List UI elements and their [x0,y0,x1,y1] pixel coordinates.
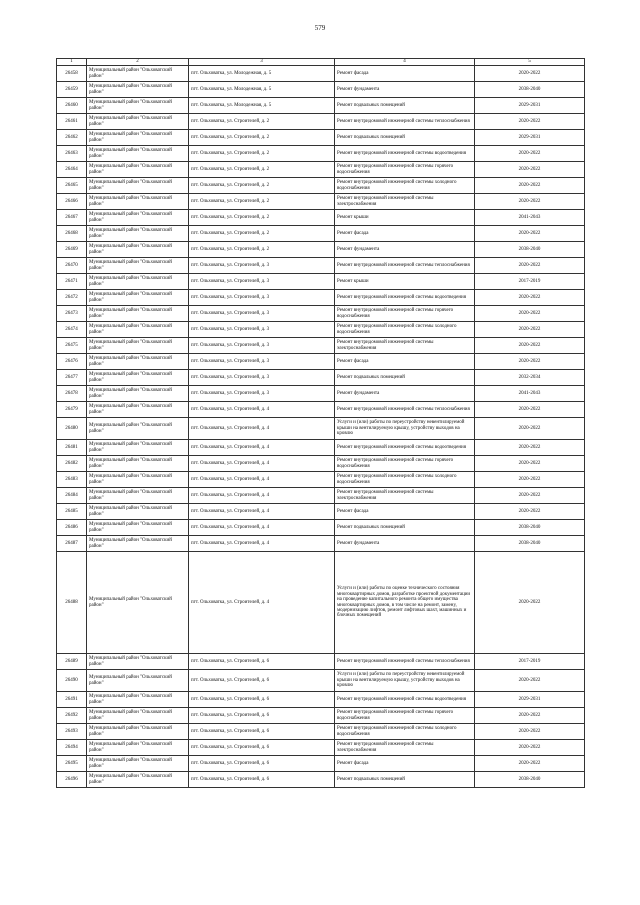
row-period: 2020-2022 [475,114,585,130]
table-row [57,386,585,402]
row-id: 26485 [57,504,87,520]
row-period: 2038-2040 [475,520,585,536]
row-address: пгт. Ольховатка, ул. Строителей, д. 4 [189,456,335,472]
row-district: Муниципальный район "Ольховатский район" [87,114,189,130]
row-address: пгт. Ольховатка, ул. Строителей, д. 6 [189,772,335,788]
row-address: пгт. Ольховатка, ул. Строителей, д. 4 [189,536,335,552]
row-work-type: Ремонт подвальных помещений [335,370,475,386]
row-id: 26475 [57,338,87,354]
row-work-type: Ремонт внутридомовой инженерной системы водоотведения [335,146,475,162]
row-work-type: Ремонт фасада [335,66,475,82]
row-id: 26494 [57,740,87,756]
table-row [57,402,585,418]
table-row [57,242,585,258]
row-id: 26477 [57,370,87,386]
table-row [57,670,585,692]
table-row [57,178,585,194]
table-row [57,226,585,242]
table-row [57,536,585,552]
row-district: Муниципальный район "Ольховатский район" [87,692,189,708]
table-row [57,210,585,226]
row-work-type: Ремонт внутридомовой инженерной системы водоотведения [335,692,475,708]
table-row [57,114,585,130]
row-period: 2020-2022 [475,338,585,354]
row-id: 26492 [57,708,87,724]
row-district: Муниципальный район "Ольховатский район" [87,130,189,146]
row-id: 26473 [57,306,87,322]
row-period: 2020-2022 [475,418,585,440]
row-address: пгт. Ольховатка, ул. Строителей, д. 2 [189,162,335,178]
row-address: пгт. Ольховатка, ул. Строителей, д. 3 [189,322,335,338]
row-address: пгт. Ольховатка, ул. Строителей, д. 2 [189,178,335,194]
row-address: пгт. Ольховатка, ул. Строителей, д. 4 [189,488,335,504]
row-work-type: Ремонт внутридомовой инженерной системы холодного водоснабжения [335,724,475,740]
table-row [57,370,585,386]
row-work-type: Ремонт внутридомовой инженерной системы электроснабжения [335,194,475,210]
row-id: 26474 [57,322,87,338]
row-period: 2029-2031 [475,692,585,708]
row-address: пгт. Ольховатка, ул. Строителей, д. 6 [189,670,335,692]
row-id: 26495 [57,756,87,772]
row-district: Муниципальный район "Ольховатский район" [87,162,189,178]
table-row [57,488,585,504]
row-district: Муниципальный район "Ольховатский район" [87,226,189,242]
row-period: 2041-2043 [475,386,585,402]
row-period: 2020-2022 [475,402,585,418]
row-district: Муниципальный район "Ольховатский район" [87,338,189,354]
row-district: Муниципальный район "Ольховатский район" [87,772,189,788]
row-district: Муниципальный район "Ольховатский район" [87,274,189,290]
row-id: 26463 [57,146,87,162]
row-address: пгт. Ольховатка, ул. Строителей, д. 2 [189,242,335,258]
row-work-type: Ремонт внутридомовой инженерной системы электроснабжения [335,338,475,354]
table-row [57,162,585,178]
row-district: Муниципальный район "Ольховатский район" [87,536,189,552]
row-district: Муниципальный район "Ольховатский район" [87,194,189,210]
row-work-type: Ремонт крыши [335,274,475,290]
row-id: 26486 [57,520,87,536]
row-id: 26472 [57,290,87,306]
table-row [57,724,585,740]
row-address: пгт. Ольховатка, ул. Строителей, д. 2 [189,114,335,130]
row-district: Муниципальный район "Ольховатский район" [87,210,189,226]
row-work-type: Ремонт фасада [335,354,475,370]
table-row [57,338,585,354]
table-row [57,82,585,98]
row-district: Муниципальный район "Ольховатский район" [87,670,189,692]
row-id: 26482 [57,456,87,472]
row-period: 2029-2031 [475,130,585,146]
row-district: Муниципальный район "Ольховатский район" [87,354,189,370]
table-row [57,98,585,114]
row-district: Муниципальный район "Ольховатский район" [87,472,189,488]
row-address: пгт. Ольховатка, ул. Строителей, д. 4 [189,440,335,456]
table-row [57,654,585,670]
row-work-type: Ремонт фасада [335,756,475,772]
row-id: 26467 [57,210,87,226]
row-address: пгт. Ольховатка, ул. Строителей, д. 4 [189,520,335,536]
row-period: 2020-2022 [475,670,585,692]
row-work-type: Ремонт фасада [335,226,475,242]
row-address: пгт. Ольховатка, ул. Строителей, д. 3 [189,338,335,354]
row-address: пгт. Ольховатка, ул. Строителей, д. 4 [189,402,335,418]
row-id: 26470 [57,258,87,274]
row-period: 2020-2022 [475,354,585,370]
row-address: пгт. Ольховатка, ул. Строителей, д. 3 [189,258,335,274]
row-address: пгт. Ольховатка, ул. Молодежная, д. 5 [189,98,335,114]
row-district: Муниципальный район "Ольховатский район" [87,402,189,418]
row-work-type: Ремонт внутридомовой инженерной системы электроснабжения [335,488,475,504]
row-id: 26464 [57,162,87,178]
row-address: пгт. Ольховатка, ул. Строителей, д. 6 [189,724,335,740]
row-period: 2020-2022 [475,322,585,338]
row-district: Муниципальный район "Ольховатский район" [87,258,189,274]
row-id: 26459 [57,82,87,98]
row-period: 2020-2022 [475,456,585,472]
table-body [57,59,585,788]
row-period: 2020-2022 [475,258,585,274]
row-district: Муниципальный район "Ольховатский район" [87,756,189,772]
row-id: 26483 [57,472,87,488]
row-address: пгт. Ольховатка, ул. Строителей, д. 4 [189,472,335,488]
row-period: 2020-2022 [475,440,585,456]
row-work-type: Ремонт подвальных помещений [335,98,475,114]
row-district: Муниципальный район "Ольховатский район" [87,178,189,194]
repair-schedule-table [56,58,585,788]
row-district: Муниципальный район "Ольховатский район" [87,740,189,756]
table-row [57,552,585,654]
row-address: пгт. Ольховатка, ул. Молодежная, д. 5 [189,66,335,82]
table-row [57,258,585,274]
row-district: Муниципальный район "Ольховатский район" [87,146,189,162]
column-number: 5 [475,59,585,66]
row-period: 2020-2022 [475,146,585,162]
table-row [57,418,585,440]
row-work-type: Ремонт внутридомовой инженерной системы водоотведения [335,290,475,306]
row-id: 26476 [57,354,87,370]
row-work-type: Ремонт фундамента [335,242,475,258]
row-period: 2020-2022 [475,194,585,210]
row-work-type: Ремонт внутридомовой инженерной системы теплоснабжения [335,654,475,670]
row-work-type: Ремонт внутридомовой инженерной системы теплоснабжения [335,114,475,130]
row-period: 2020-2022 [475,756,585,772]
row-period: 2038-2040 [475,536,585,552]
table-row [57,274,585,290]
row-address: пгт. Ольховатка, ул. Строителей, д. 2 [189,146,335,162]
row-work-type: Ремонт внутридомовой инженерной системы холодного водоснабжения [335,472,475,488]
table-row [57,146,585,162]
column-number-row [57,59,585,66]
table-row [57,306,585,322]
row-id: 26465 [57,178,87,194]
row-id: 26462 [57,130,87,146]
row-period: 2020-2022 [475,66,585,82]
row-id: 26491 [57,692,87,708]
table-row [57,472,585,488]
column-number: 4 [335,59,475,66]
row-id: 26481 [57,440,87,456]
row-id: 26484 [57,488,87,504]
row-period: 2038-2040 [475,82,585,98]
row-district: Муниципальный район "Ольховатский район" [87,552,189,654]
row-work-type: Ремонт внутридомовой инженерной системы холодного водоснабжения [335,322,475,338]
row-work-type: Ремонт внутридомовой инженерной системы горячего водоснабжения [335,162,475,178]
row-address: пгт. Ольховатка, ул. Строителей, д. 2 [189,130,335,146]
row-work-type: Ремонт крыши [335,210,475,226]
table-row [57,66,585,82]
row-id: 26488 [57,552,87,654]
row-district: Муниципальный район "Ольховатский район" [87,520,189,536]
table-row [57,740,585,756]
row-period: 2017-2019 [475,654,585,670]
row-district: Муниципальный район "Ольховатский район" [87,724,189,740]
row-district: Муниципальный район "Ольховатский район" [87,440,189,456]
row-district: Муниципальный район "Ольховатский район" [87,418,189,440]
row-id: 26479 [57,402,87,418]
row-address: пгт. Ольховатка, ул. Строителей, д. 3 [189,290,335,306]
row-period: 2020-2022 [475,306,585,322]
row-district: Муниципальный район "Ольховатский район" [87,242,189,258]
row-id: 26458 [57,66,87,82]
row-work-type: Ремонт внутридомовой инженерной системы горячего водоснабжения [335,456,475,472]
table-row [57,354,585,370]
row-period: 2020-2022 [475,724,585,740]
row-period: 2017-2019 [475,274,585,290]
column-number: 3 [189,59,335,66]
row-work-type: Услуги и (или) работы по переустройству невентилируемой крыши на вентилируемую крышу, устройству выходов на кровлю [335,670,475,692]
row-district: Муниципальный район "Ольховатский район" [87,290,189,306]
row-id: 26480 [57,418,87,440]
table-row [57,322,585,338]
row-work-type: Ремонт подвальных помещений [335,130,475,146]
table-row [57,520,585,536]
row-period: 2020-2022 [475,552,585,654]
row-period: 2041-2043 [475,210,585,226]
row-work-type: Ремонт фундамента [335,536,475,552]
row-district: Муниципальный район "Ольховатский район" [87,98,189,114]
row-address: пгт. Ольховатка, ул. Строителей, д. 3 [189,370,335,386]
row-period: 2020-2022 [475,740,585,756]
row-address: пгт. Ольховатка, ул. Строителей, д. 3 [189,306,335,322]
row-address: пгт. Ольховатка, ул. Строителей, д. 2 [189,226,335,242]
row-work-type: Ремонт внутридомовой инженерной системы холодного водоснабжения [335,178,475,194]
row-id: 26468 [57,226,87,242]
row-work-type: Услуги и (или) работы по оценке технического состояния многоквартирных домов, разработке проектной документации на проведение капитального ремонта общего имущества многоквартирных домов, в том числе на ремонт, замену, модернизацию лифтов, ремонт лифтовых шахт, машинных и блочных помещений [335,552,475,654]
row-period: 2029-2031 [475,98,585,114]
column-number: 2 [87,59,189,66]
row-district: Муниципальный район "Ольховатский район" [87,504,189,520]
row-address: пгт. Ольховатка, ул. Строителей, д. 2 [189,194,335,210]
row-work-type: Ремонт внутридомовой инженерной системы теплоснабжения [335,258,475,274]
row-work-type: Ремонт фундамента [335,82,475,98]
table-row [57,290,585,306]
row-id: 26478 [57,386,87,402]
row-period: 2020-2022 [475,162,585,178]
row-period: 2020-2022 [475,504,585,520]
row-address: пгт. Ольховатка, ул. Строителей, д. 3 [189,354,335,370]
row-id: 26460 [57,98,87,114]
table-row [57,772,585,788]
row-address: пгт. Ольховатка, ул. Строителей, д. 6 [189,740,335,756]
row-period: 2020-2022 [475,178,585,194]
row-id: 26466 [57,194,87,210]
row-district: Муниципальный район "Ольховатский район" [87,66,189,82]
row-work-type: Ремонт внутридомовой инженерной системы электроснабжения [335,740,475,756]
row-work-type: Ремонт внутридомовой инженерной системы горячего водоснабжения [335,708,475,724]
row-district: Муниципальный район "Ольховатский район" [87,488,189,504]
row-id: 26496 [57,772,87,788]
table-row [57,194,585,210]
row-address: пгт. Ольховатка, ул. Строителей, д. 6 [189,708,335,724]
row-period: 2020-2022 [475,472,585,488]
row-district: Муниципальный район "Ольховатский район" [87,322,189,338]
row-id: 26461 [57,114,87,130]
row-work-type: Ремонт подвальных помещений [335,772,475,788]
row-address: пгт. Ольховатка, ул. Молодежная, д. 5 [189,82,335,98]
row-period: 2032-2034 [475,370,585,386]
table-row [57,692,585,708]
row-address: пгт. Ольховатка, ул. Строителей, д. 6 [189,654,335,670]
row-work-type: Ремонт внутридомовой инженерной системы водоотведения [335,440,475,456]
column-number: 1 [57,59,87,66]
row-id: 26493 [57,724,87,740]
table-row [57,440,585,456]
row-id: 26487 [57,536,87,552]
row-period: 2020-2022 [475,226,585,242]
row-work-type: Ремонт внутридомовой инженерной системы теплоснабжения [335,402,475,418]
row-work-type: Ремонт внутридомовой инженерной системы горячего водоснабжения [335,306,475,322]
row-address: пгт. Ольховатка, ул. Строителей, д. 6 [189,756,335,772]
row-district: Муниципальный район "Ольховатский район" [87,654,189,670]
row-period: 2020-2022 [475,290,585,306]
row-address: пгт. Ольховатка, ул. Строителей, д. 3 [189,386,335,402]
row-address: пгт. Ольховатка, ул. Строителей, д. 2 [189,210,335,226]
row-address: пгт. Ольховатка, ул. Строителей, д. 4 [189,504,335,520]
row-period: 2020-2022 [475,708,585,724]
row-id: 26471 [57,274,87,290]
table-row [57,504,585,520]
row-period: 2020-2022 [475,488,585,504]
page-number: 579 [314,24,326,32]
row-work-type: Ремонт фасада [335,504,475,520]
row-address: пгт. Ольховатка, ул. Строителей, д. 3 [189,274,335,290]
row-district: Муниципальный район "Ольховатский район" [87,708,189,724]
row-work-type: Ремонт фундамента [335,386,475,402]
row-district: Муниципальный район "Ольховатский район" [87,456,189,472]
row-work-type: Услуги и (или) работы по переустройству невентилируемой крыши на вентилируемую крышу, устройству выходов на кровлю [335,418,475,440]
table-row [57,708,585,724]
row-id: 26489 [57,654,87,670]
row-work-type: Ремонт подвальных помещений [335,520,475,536]
row-period: 2038-2040 [475,772,585,788]
row-address: пгт. Ольховатка, ул. Строителей, д. 4 [189,552,335,654]
row-district: Муниципальный район "Ольховатский район" [87,306,189,322]
row-district: Муниципальный район "Ольховатский район" [87,370,189,386]
row-id: 26469 [57,242,87,258]
row-district: Муниципальный район "Ольховатский район" [87,82,189,98]
table-row [57,456,585,472]
row-period: 2038-2040 [475,242,585,258]
row-district: Муниципальный район "Ольховатский район" [87,386,189,402]
row-id: 26490 [57,670,87,692]
table-row [57,130,585,146]
table-row [57,756,585,772]
row-address: пгт. Ольховатка, ул. Строителей, д. 4 [189,418,335,440]
row-address: пгт. Ольховатка, ул. Строителей, д. 6 [189,692,335,708]
